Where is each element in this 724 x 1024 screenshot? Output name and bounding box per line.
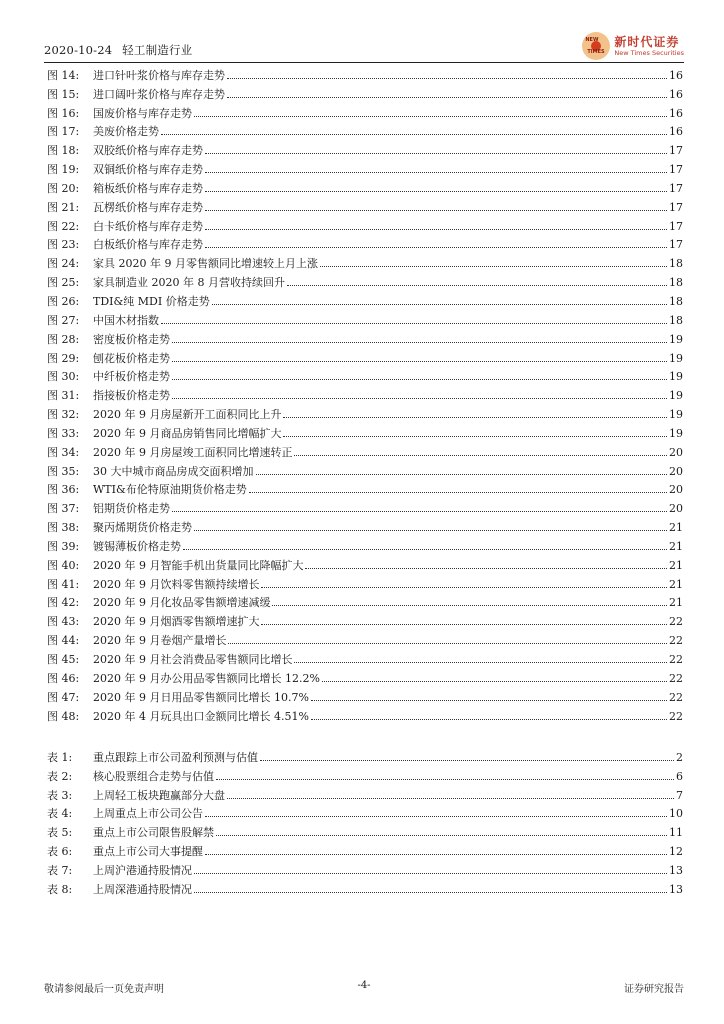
entry-title: 2020 年 9 月房屋新开工面积同比上升: [93, 408, 282, 422]
entry-number: 图 27:: [47, 313, 80, 327]
company-logo: [582, 32, 684, 60]
entry-title: 2020 年 9 月商品房销售同比增幅扩大: [93, 426, 282, 440]
entry-number: 图 47:: [47, 690, 80, 704]
entry-page: 17: [669, 219, 683, 233]
dot-leader: [228, 643, 667, 644]
entry-title: TDI&纯 MDI 价格走势: [93, 294, 210, 308]
entry-page: 18: [669, 257, 683, 271]
toc-entry[interactable]: [47, 515, 683, 534]
dot-leader: [172, 511, 667, 512]
entry-number: 图 15:: [47, 87, 80, 101]
toc-entry[interactable]: [47, 82, 683, 101]
entry-number: 图 48:: [47, 709, 80, 723]
toc-entry[interactable]: [47, 101, 683, 120]
entry-number: 图 33:: [47, 426, 80, 440]
entry-title: 聚丙烯期货价格走势: [93, 521, 192, 535]
entry-number: 图 42:: [47, 596, 80, 610]
dot-leader: [205, 153, 667, 154]
entry-number: 图 23:: [47, 238, 80, 252]
entry-title: 家具 2020 年 9 月零售额同比增速较上月上涨: [93, 257, 318, 271]
toc-entry[interactable]: [47, 402, 683, 421]
entry-title: 白板纸价格与库存走势: [93, 238, 203, 252]
toc-entry[interactable]: [47, 858, 683, 877]
entry-page: 17: [669, 181, 683, 195]
entry-number: 图 21:: [47, 200, 80, 214]
entry-number: 图 16:: [47, 106, 80, 120]
entry-number: 图 28:: [47, 332, 80, 346]
entry-number: 表 8:: [47, 882, 73, 896]
toc-entry[interactable]: [47, 572, 683, 591]
dot-leader: [205, 229, 667, 230]
header-info: [44, 42, 198, 58]
entry-number: 图 26:: [47, 294, 80, 308]
entry-title: 美废价格走势: [93, 125, 159, 139]
dot-leader: [294, 662, 667, 663]
dot-leader: [194, 892, 667, 893]
entry-number: 图 19:: [47, 163, 80, 177]
toc-entry[interactable]: [47, 534, 683, 553]
entry-page: 22: [669, 653, 683, 666]
toc-entry[interactable]: [47, 820, 683, 839]
logo-chinese-name: 新时代证券: [614, 34, 680, 49]
entry-title: 2020 年 9 月饮料零售额持续增长: [93, 577, 260, 591]
entry-page: 16: [669, 125, 683, 139]
entry-number: 表 6:: [47, 845, 73, 859]
toc-entry[interactable]: [47, 628, 683, 647]
entry-number: 表 1:: [47, 750, 73, 764]
entry-title: 2020 年 9 月社会消费品零售额同比增长: [93, 653, 293, 666]
dot-leader: [260, 760, 674, 761]
entry-title: 进口阔叶浆价格与库存走势: [93, 87, 225, 101]
toc-entry[interactable]: [47, 421, 683, 440]
dot-leader: [294, 455, 667, 456]
toc-entry[interactable]: [47, 496, 683, 515]
table-list: [47, 745, 683, 896]
dot-leader: [161, 323, 667, 324]
entry-page: 17: [669, 238, 683, 252]
entry-page: 19: [669, 332, 683, 346]
logo-badge-bottom-text: TIMES: [587, 49, 605, 55]
toc-entry[interactable]: [47, 553, 683, 572]
entry-page: 22: [669, 709, 683, 723]
entry-title: 重点上市公司限售股解禁: [93, 826, 214, 840]
toc-entry[interactable]: [47, 609, 683, 628]
industry-name: 轻工制造行业: [122, 43, 193, 57]
dot-leader: [227, 798, 674, 799]
dot-leader: [205, 854, 667, 855]
entry-number: 图 39:: [47, 539, 80, 553]
entry-number: 图 24:: [47, 257, 80, 271]
entry-title: 2020 年 9 月烟酒零售额增速扩大: [93, 615, 260, 629]
toc-entry[interactable]: [47, 745, 683, 764]
entry-page: 20: [669, 502, 683, 516]
page-number: -4-: [357, 980, 371, 991]
toc-entry[interactable]: [47, 647, 683, 666]
entry-number: 图 40:: [47, 558, 80, 572]
dot-leader: [172, 398, 667, 399]
dot-leader: [205, 172, 667, 173]
entry-number: 图 34:: [47, 445, 80, 459]
entry-number: 图 22:: [47, 219, 80, 233]
entry-title: 上周深港通持股情况: [93, 882, 192, 896]
entry-title: 2020 年 9 月房屋竣工面积同比增速转正: [93, 445, 293, 459]
entry-title: 指接板价格走势: [93, 389, 170, 403]
entry-number: 图 25:: [47, 276, 80, 290]
entry-number: 图 35:: [47, 464, 80, 478]
toc-entry[interactable]: [47, 440, 683, 459]
page-header: [44, 32, 684, 62]
entry-title: 双胶纸价格与库存走势: [93, 144, 203, 158]
toc-entry[interactable]: [47, 783, 683, 802]
dot-leader: [205, 247, 667, 248]
disclaimer-text: 敬请参阅最后一页免责声明: [44, 984, 164, 995]
entry-page: 16: [669, 106, 683, 120]
toc-entry[interactable]: [47, 176, 683, 195]
figure-list: [47, 63, 683, 723]
entry-number: 图 38:: [47, 521, 80, 535]
entry-page: 16: [669, 87, 683, 101]
dot-leader: [172, 342, 667, 343]
logo-badge-top-text: NEW: [585, 37, 599, 43]
entry-title: 镀锡薄板价格走势: [93, 539, 181, 553]
toc-entry[interactable]: [47, 251, 683, 270]
entry-page: 21: [669, 539, 683, 553]
entry-page: 18: [669, 313, 683, 327]
entry-number: 图 45:: [47, 653, 80, 666]
entry-title: 2020 年 9 月卷烟产量增长: [93, 634, 227, 648]
entry-number: 图 17:: [47, 125, 80, 139]
entry-page: 19: [669, 408, 683, 422]
entry-page: 21: [669, 596, 683, 610]
entry-number: 图 46:: [47, 671, 80, 685]
entry-title: 30 大中城市商品房成交面积增加: [93, 464, 254, 478]
entry-title: 上周重点上市公司公告: [93, 807, 203, 821]
entry-title: 重点上市公司大事提醒: [93, 845, 203, 859]
entry-page: 20: [669, 464, 683, 478]
dot-leader: [287, 285, 667, 286]
entry-title: 2020 年 9 月办公用品零售额同比增长 12.2%: [93, 671, 320, 685]
entry-title: 刨花板价格走势: [93, 351, 170, 365]
toc-entry[interactable]: [47, 138, 683, 157]
dot-leader: [320, 266, 667, 267]
dot-leader: [227, 78, 667, 79]
dot-leader: [205, 816, 667, 817]
logo-badge-icon: [582, 32, 610, 60]
toc-entry[interactable]: [47, 214, 683, 233]
entry-title: 中纤板价格走势: [93, 370, 170, 384]
dot-leader: [216, 835, 667, 836]
entry-number: 图 18:: [47, 144, 80, 158]
entry-page: 19: [669, 389, 683, 403]
entry-page: 2: [676, 750, 683, 764]
entry-title: 密度板价格走势: [93, 332, 170, 346]
toc-entry[interactable]: [47, 157, 683, 176]
entry-page: 20: [669, 483, 683, 497]
toc-entry[interactable]: [47, 839, 683, 858]
dot-leader: [205, 191, 667, 192]
entry-page: 6: [676, 769, 683, 783]
entry-title: 上周沪港通持股情况: [93, 863, 192, 877]
dot-leader: [194, 873, 667, 874]
dot-leader: [212, 304, 667, 305]
entry-title: 家具制造业 2020 年 8 月营收持续回升: [93, 276, 285, 290]
dot-leader: [311, 700, 667, 701]
entry-page: 11: [669, 826, 683, 840]
entry-number: 图 37:: [47, 502, 80, 516]
entry-page: 18: [669, 294, 683, 308]
entry-title: 2020 年 4 月玩具出口金额同比增长 4.51%: [93, 709, 309, 723]
entry-number: 表 5:: [47, 826, 73, 840]
entry-page: 21: [669, 558, 683, 572]
entry-page: 19: [669, 351, 683, 365]
toc-entry[interactable]: [47, 308, 683, 327]
report-date: 2020-10-24: [44, 43, 113, 57]
dot-leader: [194, 116, 667, 117]
entry-page: 7: [676, 788, 683, 802]
toc-entry[interactable]: [47, 365, 683, 384]
entry-number: 图 41:: [47, 577, 80, 591]
dot-leader: [272, 605, 667, 606]
entry-page: 22: [669, 615, 683, 629]
dot-leader: [305, 568, 667, 569]
entry-page: 21: [669, 577, 683, 591]
entry-title: 铝期货价格走势: [93, 502, 170, 516]
entry-number: 图 29:: [47, 351, 80, 365]
entry-page: 13: [669, 882, 683, 896]
entry-number: 图 14:: [47, 68, 80, 82]
entry-number: 图 36:: [47, 483, 80, 497]
entry-page: 17: [669, 200, 683, 214]
entry-title: 双铜纸价格与库存走势: [93, 163, 203, 177]
dot-leader: [172, 379, 667, 380]
toc-entry[interactable]: [47, 270, 683, 289]
entry-page: 19: [669, 370, 683, 384]
entry-page: 13: [669, 863, 683, 877]
entry-number: 图 43:: [47, 615, 80, 629]
toc-entry[interactable]: [47, 120, 683, 139]
entry-title: 2020 年 9 月日用品零售额同比增长 10.7%: [93, 690, 309, 704]
dot-leader: [161, 134, 667, 135]
dot-leader: [216, 779, 674, 780]
toc-entry[interactable]: [47, 327, 683, 346]
dot-leader: [249, 492, 667, 493]
entry-number: 表 7:: [47, 863, 73, 877]
entry-title: 进口针叶浆价格与库存走势: [93, 68, 225, 82]
entry-title: 2020 年 9 月化妆品零售额增速减缓: [93, 596, 271, 610]
entry-title: 白卡纸价格与库存走势: [93, 219, 203, 233]
entry-page: 20: [669, 445, 683, 459]
dot-leader: [311, 719, 667, 720]
entry-number: 表 2:: [47, 769, 73, 783]
entry-page: 17: [669, 144, 683, 158]
dot-leader: [261, 587, 667, 588]
dot-leader: [256, 474, 668, 475]
dot-leader: [183, 549, 667, 550]
toc-entry[interactable]: [47, 233, 683, 252]
entry-title: 核心股票组合走势与估值: [93, 769, 214, 783]
entry-page: 21: [669, 521, 683, 535]
entry-number: 图 44:: [47, 634, 80, 648]
toc-entry[interactable]: [47, 802, 683, 821]
dot-leader: [283, 436, 667, 437]
dot-leader: [172, 361, 667, 362]
entry-page: 18: [669, 276, 683, 290]
toc-entry[interactable]: [47, 666, 683, 685]
entry-title: 上周轻工板块跑赢部分大盘: [93, 788, 225, 802]
entry-page: 17: [669, 163, 683, 177]
toc-entry[interactable]: [47, 195, 683, 214]
dot-leader: [322, 681, 667, 682]
entry-title: 国废价格与库存走势: [93, 106, 192, 120]
toc-entry[interactable]: [47, 764, 683, 783]
toc-entry[interactable]: [47, 383, 683, 402]
entry-page: 16: [669, 68, 683, 82]
toc-entry[interactable]: [47, 459, 683, 478]
entry-page: 19: [669, 426, 683, 440]
dot-leader: [205, 210, 667, 211]
entry-title: 箱板纸价格与库存走势: [93, 181, 203, 195]
toc-entry[interactable]: [47, 346, 683, 365]
toc-entry[interactable]: [47, 289, 683, 308]
entry-number: 图 30:: [47, 370, 80, 384]
entry-title: 中国木材指数: [93, 313, 159, 327]
toc-entry[interactable]: [47, 478, 683, 497]
toc-entry[interactable]: [47, 685, 683, 704]
entry-number: 表 3:: [47, 788, 73, 802]
dot-leader: [283, 417, 667, 418]
entry-page: 10: [669, 807, 683, 821]
entry-title: 瓦楞纸价格与库存走势: [93, 200, 203, 214]
entry-page: 12: [669, 845, 683, 859]
toc-entry[interactable]: [47, 63, 683, 82]
dot-leader: [194, 530, 667, 531]
dot-leader: [227, 97, 667, 98]
report-type: 证券研究报告: [624, 984, 684, 995]
logo-english-name: New Times Securities: [614, 48, 684, 57]
toc-entry[interactable]: [47, 591, 683, 610]
entry-page: 22: [669, 634, 683, 648]
entry-page: 22: [669, 671, 683, 685]
entry-number: 图 31:: [47, 389, 80, 403]
entry-page: 22: [669, 690, 683, 704]
entry-number: 图 32:: [47, 408, 80, 422]
entry-number: 图 20:: [47, 181, 80, 195]
toc-entry[interactable]: [47, 877, 683, 896]
entry-title: 2020 年 9 月智能手机出货量同比降幅扩大: [93, 558, 304, 572]
dot-leader: [261, 624, 667, 625]
toc-entry[interactable]: [47, 704, 683, 723]
entry-number: 表 4:: [47, 807, 73, 821]
entry-title: WTI&布伦特原油期货价格走势: [93, 483, 247, 497]
entry-title: 重点跟踪上市公司盈利预测与估值: [93, 750, 258, 764]
